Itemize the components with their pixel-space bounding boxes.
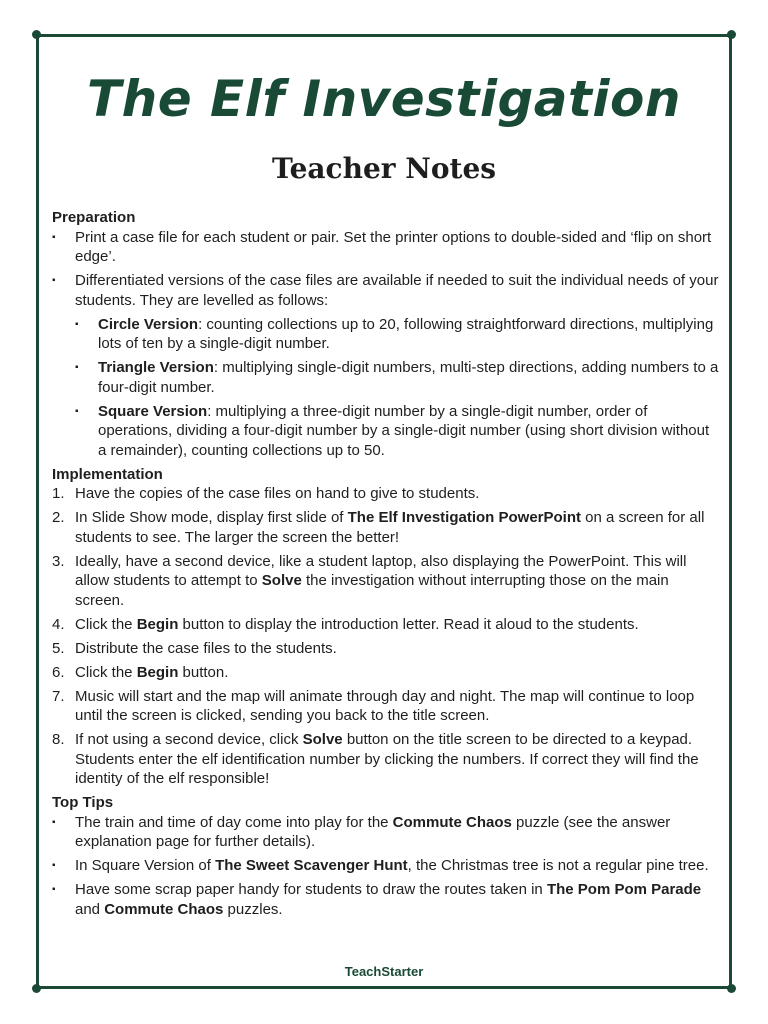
preparation-heading: Preparation — [52, 209, 136, 226]
text-run: , the Christmas tree is not a regular pine tree. — [407, 857, 709, 874]
bold-text: Begin — [136, 615, 179, 633]
text-run: : multiplying single-digit numbers, multi-step directions, adding numbers to a four-digit number. — [98, 359, 719, 396]
preparation-list — [52, 228, 720, 461]
text-run: Have some scrap paper handy for students to draw the routes taken in — [75, 881, 547, 898]
text-run: Distribute the case files to the students. — [75, 639, 337, 657]
text-run: puzzle (see the answer explanation page for further details). — [75, 813, 671, 850]
bold-text: Solve — [261, 572, 302, 589]
bold-text: Begin — [136, 663, 179, 681]
list-item — [52, 615, 720, 635]
item-number: 1. — [52, 485, 65, 502]
implementation-heading: Implementation — [52, 465, 163, 483]
text-run: and — [75, 900, 105, 918]
sub-list-item — [52, 402, 720, 461]
list-item — [52, 271, 720, 310]
item-number: 8. — [52, 731, 65, 748]
text-run: button to display the introduction letter. Read it aloud to the students. — [178, 615, 639, 633]
item-number: 4. — [52, 615, 65, 633]
list-item — [52, 687, 720, 726]
item-number: 7. — [52, 687, 65, 705]
notes-content — [52, 208, 720, 924]
bold-text: The Pom Pom Parade — [546, 881, 702, 898]
corner-dot-top-right — [727, 30, 736, 39]
bold-text: The Sweet Scavenger Hunt — [215, 857, 408, 874]
text-run: If not using a second device, click — [75, 731, 303, 748]
top-tips-heading: Top Tips — [52, 794, 114, 811]
bold-text: Circle Version — [98, 315, 199, 333]
item-number: 5. — [52, 639, 65, 657]
bold-text: Commute Chaos — [392, 813, 512, 831]
text-run: Print a case file for each student or pair. Set the printer options to double-sided and ‘flip on short edge’. — [75, 228, 712, 265]
list-item — [52, 484, 720, 504]
text-run: puzzles. — [223, 900, 283, 918]
item-number: 6. — [52, 663, 65, 681]
top-tips-list — [52, 813, 720, 920]
implementation-list — [52, 484, 720, 789]
text-run: : counting collections up to 20, following straightforward directions, multiplying lots of ten by a single-digit number. — [98, 315, 714, 352]
page-subtitle: Teacher Notes — [271, 152, 497, 185]
teachstarter-logo: TeachStarter — [344, 964, 424, 979]
list-item — [52, 880, 720, 919]
text-run: Click the — [75, 615, 137, 633]
text-run: the investigation without interrupting those on the main screen. — [75, 572, 669, 609]
bold-text: Triangle Version — [98, 359, 214, 376]
list-item — [52, 552, 720, 611]
text-run: In Square Version of — [75, 857, 216, 874]
list-item — [52, 813, 720, 852]
text-run: on a screen for all students to see. The larger the screen the better! — [75, 509, 705, 546]
bold-text: Commute Chaos — [104, 900, 224, 918]
list-item — [52, 228, 720, 267]
corner-dot-bottom-right — [727, 984, 736, 993]
list-item — [52, 856, 720, 876]
text-run: Differentiated versions of the case files are available if needed to suit the individual needs of your students. They are levelled as follows: — [75, 272, 719, 309]
list-item — [52, 730, 720, 789]
bold-text: Solve — [302, 731, 343, 748]
list-item — [52, 663, 720, 683]
corner-dot-top-left — [32, 30, 41, 39]
text-run: Click the — [75, 663, 137, 681]
text-run: button. — [178, 663, 229, 681]
text-run: Have the copies of the case files on hand to give to students. — [75, 485, 480, 502]
bold-text: The Elf Investigation PowerPoint — [347, 509, 581, 526]
text-run: Music will start and the map will animate through day and night. The map will continue to loop until the screen is clicked, sending you back to the title screen. — [75, 687, 695, 724]
text-run: button on the title screen to be directed to a keypad. Students enter the elf identification number by clicking the numbers. If correct they will find the identity of the elf responsible! — [75, 731, 699, 787]
text-run: : multiplying a three-digit number by a single-digit number, order of operations, dividing a four-digit number by a single-digit number (using short division without a remainder), counting collections up to 50. — [98, 402, 710, 459]
corner-dot-bottom-left — [32, 984, 41, 993]
list-item — [52, 639, 720, 659]
item-number: 2. — [52, 509, 65, 526]
bold-text: Square Version — [98, 402, 208, 420]
text-run: The train and time of day come into play for the — [75, 813, 393, 831]
text-run: Ideally, have a second device, like a student laptop, also displaying the PowerPoint. This will allow students to attempt to — [75, 552, 687, 589]
list-item — [52, 508, 720, 547]
item-number: 3. — [52, 552, 65, 570]
sub-list-item — [52, 315, 720, 354]
sub-list-item — [52, 358, 720, 397]
text-run: In Slide Show mode, display first slide of — [75, 509, 348, 526]
page-title: The Elf Investigation — [87, 70, 681, 128]
